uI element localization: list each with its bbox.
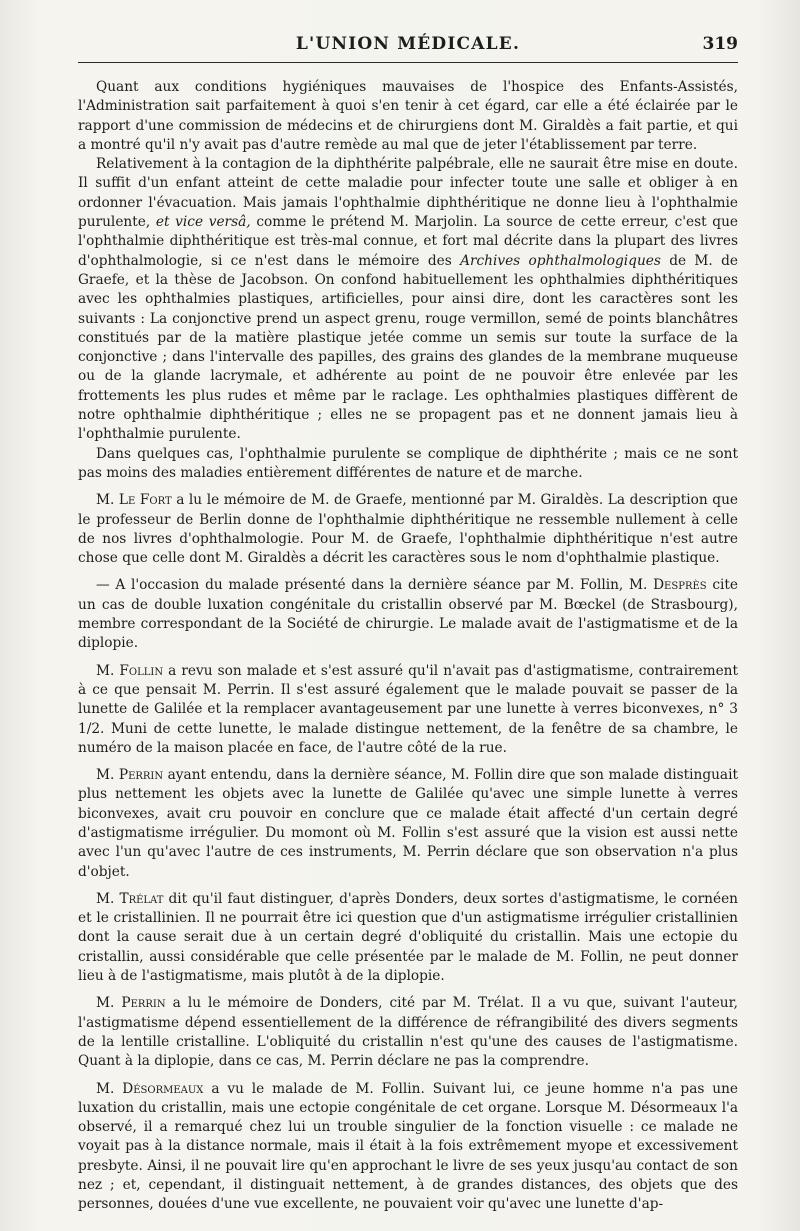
paragraph-text: de M. de Graefe, et la thèse de Jacobson. On confond habituellement les ophthalmies diphthéritiques avec les ophthalmies plastiques, artificielles, pour ainsi dire, dont les caractères sont les suivants : La conjonctive prend un aspect grenu, rouge vermillon, semé de points blanchâtres constitués par de la matière plastique jetée comme un semis sur toute la surface de la conjonctive ; dans l'intervalle des papilles, des grains des glandes de la membrane muqueuse ou de la glande lacrymale, et adhérente au point de ne pouvoir être enlevée par les frottements les plus rudes et même par le raclage. Les ophthalmies plastiques diffèrent de notre ophthalmie diphthéritique ; elles ne se propagent pas et ne donnent jamais lieu à l'ophthalmie purulente. — [78, 252, 738, 443]
paragraph-text: comme le prétend M. Marjolin. La source de cette erreur, c'est que l'ophthalmie diphthéritique est très-mal connue, et fort mal décrite dans la plupart des livres d'ophthalmologie, si ce n'est dans le mémoire des — [78, 214, 738, 269]
speaker-name: M. Follin — [96, 662, 164, 679]
paragraph-perrin-2 — [78, 994, 738, 1071]
speaker-name: M. Perrin — [96, 995, 166, 1012]
speaker-name: M. Désormeaux — [96, 1080, 204, 1097]
paragraph-follin — [78, 662, 738, 758]
italic-phrase: et vice versâ, — [155, 214, 251, 231]
paragraph-text: ayant entendu, dans la dernière séance, M. Follin dire que son malade distinguait plus nettement les objets avec la lunette de Galilée qu'avec une simple lunette à verres biconvexes, avait cru pouvoir en conclure que ce malade était affecté d'un certain degré d'astigmatisme irrégulier. Du momont où M. Follin s'est assuré que la vision est aussi nette avec l'un qu'avec l'autre de ces instruments, M. Perrin déclare que son observation n'a plus d'objet. — [78, 767, 738, 880]
paragraph-text: dit qu'il faut distinguer, d'après Donders, deux sortes d'astigmatisme, le cornéen et le cristallinien. Il ne pourrait être ici question que d'un astigmatisme irrégulier cristallinien dont la cause serait due à un certain degré d'obliquité du cristallin. Mais une ectopie du cristallin, aussi considérable que celle présentée par le malade de M. Follin, ne peut donner lieu à de l'astigmatisme, mais plutôt à de la diplopie. — [78, 890, 738, 985]
speaker-name: M. Desprès — [629, 577, 707, 594]
paragraph-hospice — [78, 78, 738, 155]
speaker-name: M. Trélat — [96, 890, 164, 907]
paragraph-le-fort — [78, 491, 738, 568]
page-header — [78, 32, 738, 63]
paragraph-contagion — [78, 155, 738, 444]
paragraph-text: cite un cas de double luxation congénitale du cristallin observé par M. Bœckel (de Strasbourg), membre correspondant de la Société de chirurgie. Le malade avait de l'astigmatisme et de la diplopie. — [78, 577, 739, 652]
speaker-name: M. Le Fort — [96, 492, 172, 509]
article-body — [78, 78, 738, 1215]
paragraph-trelat — [78, 890, 738, 986]
paragraph-text: Relativement à la contagion de la diphthérite palpébrale, elle ne saurait être mise en doute. Il suffit d'un enfant atteint de cette maladie pour infecter toute une salle et obliger à en ordonner l'évacuation. Mais jamais l'ophthalmie diphthéritique ne donne lieu à l'ophthalmie purulente, — [78, 156, 738, 231]
paragraph-text: a revu son malade et s'est assuré qu'il n'avait pas d'astigmatisme, contrairement à ce que pensait M. Perrin. Il s'est assuré également que le malade pouvait se passer de la lunette de Galilée et la remplacer avantageusement par une lunette à verres biconvexes, n° 3 1/2. Muni de cette lunette, le malade distingue nettement, de la fenêtre de sa chambre, le numéro de la maison placée en face, de l'autre côté de la rue. — [78, 662, 738, 756]
journal-title: Archives ophthalmologiques — [460, 252, 661, 269]
running-title: L'UNION MÉDICALE. — [295, 34, 521, 54]
paragraph-text: Dans quelques cas, l'ophthalmie purulente se complique de diphthérite ; mais ce ne sont pas moins des maladies entièrement différentes de nature et de marche. — [78, 445, 738, 481]
paragraph-perrin-1 — [78, 766, 738, 882]
paragraph-text: Quant aux conditions hygiéniques mauvaises de l'hospice des Enfants-Assistés, l'Administration sait parfaitement à quoi s'en tenir à cet égard, car elle a été éclairée par le rapport d'une commission de médecins et de chirurgiens dont M. Giraldès a fait partie, et qui a montré qu'il n'y avait pas d'autre remède au mal que de jeter l'établissement par terre. — [78, 79, 738, 153]
page-number: 319 — [702, 34, 738, 54]
paragraph-despres — [78, 576, 738, 653]
paragraph-lead: — A l'occasion du malade présenté dans la dernière séance par M. Follin, — [96, 577, 624, 594]
paragraph-text: a lu le mémoire de M. de Graefe, mentionné par M. Giraldès. La description que le professeur de Berlin donne de l'ophthalmie diphthéritique ne ressemble nullement à celle de nos livres d'ophthalmologie. Pour M. de Graefe, l'ophthalmie diphthéritique n'est autre chose que celle dont M. Giraldès a décrit les caractères sous le nom d'ophthalmie plastique. — [78, 492, 738, 567]
paragraph-desormeaux — [78, 1080, 738, 1215]
speaker-name: M. Perrin — [96, 767, 164, 784]
paragraph-text: a vu le malade de M. Follin. Suivant lui, ce jeune homme n'a pas une luxation du cristallin, mais une ectopie congénitale de cet organe. Lorsque M. Désormeaux l'a observé, il a remarqué chez lui un trouble singulier de la fonction visuelle : ce malade ne voyait pas à la distance normale, mais il était à la fois extrêmement myope et excessivement presbyte. Ainsi, il ne pouvait lire qu'en approchant le livre de ses yeux jusqu'au contact de son nez ; et, cependant, il distinguait nettement, à de grandes distances, des objets que des personnes, douées d'une vue excellente, ne pouvaient voir qu'avec une lunette d'ap- — [78, 1080, 738, 1213]
paragraph-text: a lu le mémoire de Donders, cité par M. Trélat. Il a vu que, suivant l'auteur, l'astigmatisme dépend essentiellement de la différence de réfrangibilité des divers segments de la lentille cristalline. L'obliquité du cristallin n'est qu'une des causes de l'astigmatisme. Quant à la diplopie, dans ce cas, M. Perrin déclare ne pas la comprendre. — [78, 995, 738, 1070]
paragraph-complication — [78, 445, 738, 484]
